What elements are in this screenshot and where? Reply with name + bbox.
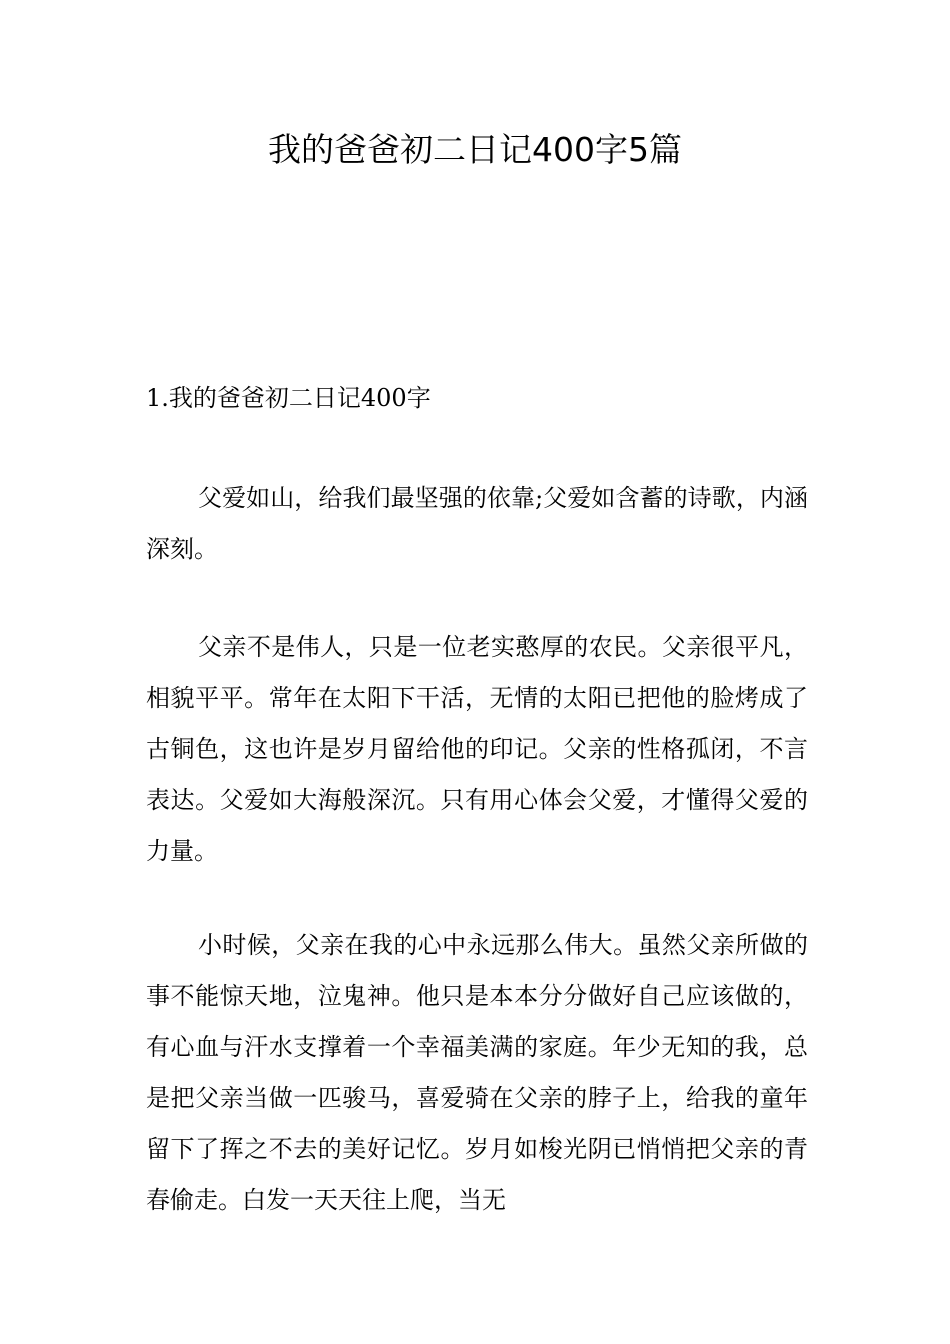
paragraph-2: 父亲不是伟人，只是一位老实憨厚的农民。父亲很平凡，相貌平平。常年在太阳下干活，无情的太阳已把他的脸烤成了古铜色，这也许是岁月留给他的印记。父亲的性格孤闭，不言表达。父爱如大海般深沉。只有用心体会父爱，才懂得父爱的力量。	[146, 633, 808, 865]
section-heading: 1.我的爸爸初二日记400字	[146, 384, 431, 412]
paragraph-3: 小时候，父亲在我的心中永远那么伟大。虽然父亲所做的事不能惊天地，泣鬼神。他只是本本分分做好自己应该做的，有心血与汗水支撑着一个幸福美满的家庭。年少无知的我，总是把父亲当做一匹骏马，喜爱骑在父亲的脖子上，给我的童年留下了挥之不去的美好记忆。岁月如梭光阴已悄悄把父亲的青春偷走。白发一天天往上爬，当无	[146, 931, 808, 1214]
paragraph-1: 父爱如山，给我们最坚强的依靠;父爱如含蓄的诗歌，内涵深刻。	[146, 484, 808, 563]
document-title: 我的爸爸初二日记400字5篇	[268, 130, 682, 169]
